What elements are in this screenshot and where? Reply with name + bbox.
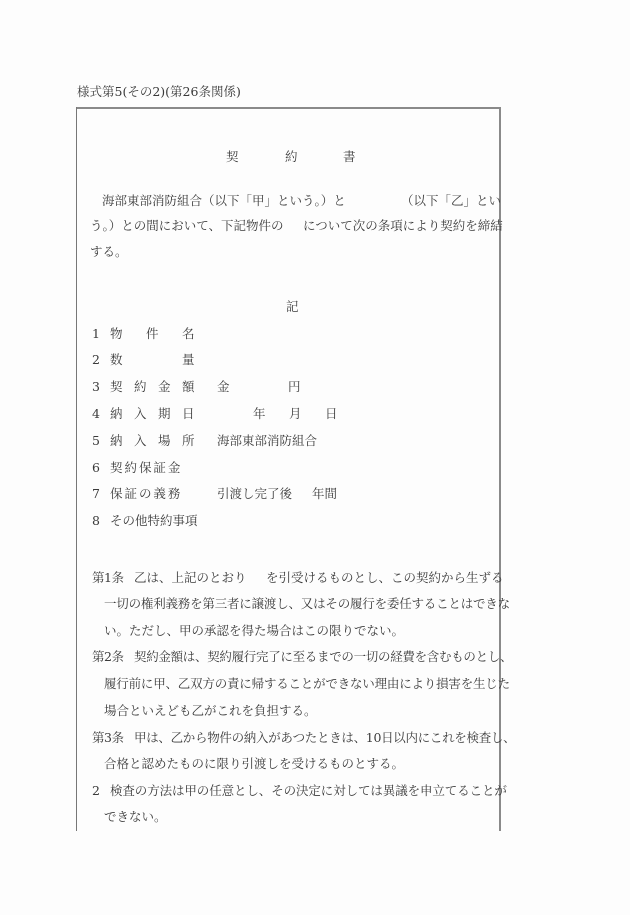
article-text: を引受けるものとし、この契約から生ずる <box>266 570 504 585</box>
item-number: 6 <box>92 460 100 475</box>
article-text: 契約金額は、契約履行完了に至るまでの一切の経費を含むものとし、 <box>134 649 513 664</box>
article-text: 甲は、乙から物件の納入があつたときは、10日以内にこれを検査し、 <box>134 730 516 745</box>
item-label-part: 物 <box>110 326 123 341</box>
item-number: 3 <box>92 379 100 394</box>
article-text: できない。 <box>104 809 167 824</box>
item-label: その他特約事項 <box>110 513 198 528</box>
item-number: 1 <box>92 326 100 341</box>
article-heading: 第1条 <box>92 570 124 585</box>
intro-line1-b: （以下「乙」とい <box>401 193 502 208</box>
paragraph-number: 2 <box>92 783 100 798</box>
article-heading: 第3条 <box>92 730 124 745</box>
article-heading: 第2条 <box>92 649 124 664</box>
intro-line2-b: について次の条項により契約を締結 <box>303 218 503 233</box>
article-text: 合格と認めたものに限り引渡しを受けるものとする。 <box>104 756 405 771</box>
item-label-part: 期 <box>158 406 171 421</box>
item-number: 2 <box>92 352 100 367</box>
intro-line2-a: う。）との間において、下記物件の <box>90 218 284 233</box>
item-label-part: 日 <box>182 406 195 421</box>
item-day: 日 <box>325 406 338 421</box>
ki-heading: 記 <box>286 299 299 314</box>
frame-right-border <box>499 107 501 831</box>
article-text: 場合といえども乙がこれを負担する。 <box>104 703 317 718</box>
article-text: 検査の方法は甲の任意とし、その決定に対しては異議を申立てることが <box>110 783 507 798</box>
item-label-part: 所 <box>182 433 195 448</box>
item-label: 契 約 保 証 金 <box>110 460 180 475</box>
article-text: い。ただし、甲の承認を得た場合はこの限りでない。 <box>104 623 405 638</box>
frame-top-border <box>76 107 501 109</box>
item-label-part: 数 <box>110 352 123 367</box>
item-label-part: 額 <box>182 379 195 394</box>
title-char-2: 約 <box>285 149 298 164</box>
item-label-part: 入 <box>134 433 147 448</box>
item-label-part: 入 <box>134 406 147 421</box>
item-number: 8 <box>92 513 100 528</box>
item-label: 保 証 の 義 務 <box>110 486 180 501</box>
item-number: 4 <box>92 406 100 421</box>
item-value-suffix: 年間 <box>312 486 338 501</box>
item-label-part: 納 <box>110 433 123 448</box>
article-text: 履行前に甲、乙双方の責に帰することができない理由により損害を生じた <box>104 676 510 691</box>
title-char-1: 契 <box>226 149 239 164</box>
article-text: 乙は、上記のとおり <box>134 570 247 585</box>
intro-line3: する。 <box>90 244 128 259</box>
item-value: 海部東部消防組合 <box>217 433 318 448</box>
frame-left-border <box>76 107 77 831</box>
title-char-3: 書 <box>343 149 356 164</box>
item-label-part: 名 <box>182 326 195 341</box>
item-label-part: 量 <box>182 352 195 367</box>
item-label-part: 納 <box>110 406 123 421</box>
item-value-prefix: 金 <box>217 379 230 394</box>
article-text: 一切の権利義務を第三者に譲渡し、又はその履行を委任することはできな <box>104 596 510 611</box>
item-label-part: 約 <box>134 379 147 394</box>
item-value-prefix: 引渡し完了後 <box>217 486 293 501</box>
item-number: 7 <box>92 486 100 501</box>
item-value-suffix: 円 <box>288 379 301 394</box>
item-label-part: 金 <box>158 379 171 394</box>
item-year: 年 <box>253 406 266 421</box>
form-number-header: 様式第5(その2)(第26条関係) <box>77 84 241 99</box>
item-label-part: 契 <box>110 379 123 394</box>
item-number: 5 <box>92 433 100 448</box>
item-label-part: 場 <box>158 433 171 448</box>
item-month: 月 <box>289 406 302 421</box>
intro-line1-a: 海部東部消防組合（以下「甲」という。）と <box>102 193 346 208</box>
item-label-part: 件 <box>146 326 159 341</box>
